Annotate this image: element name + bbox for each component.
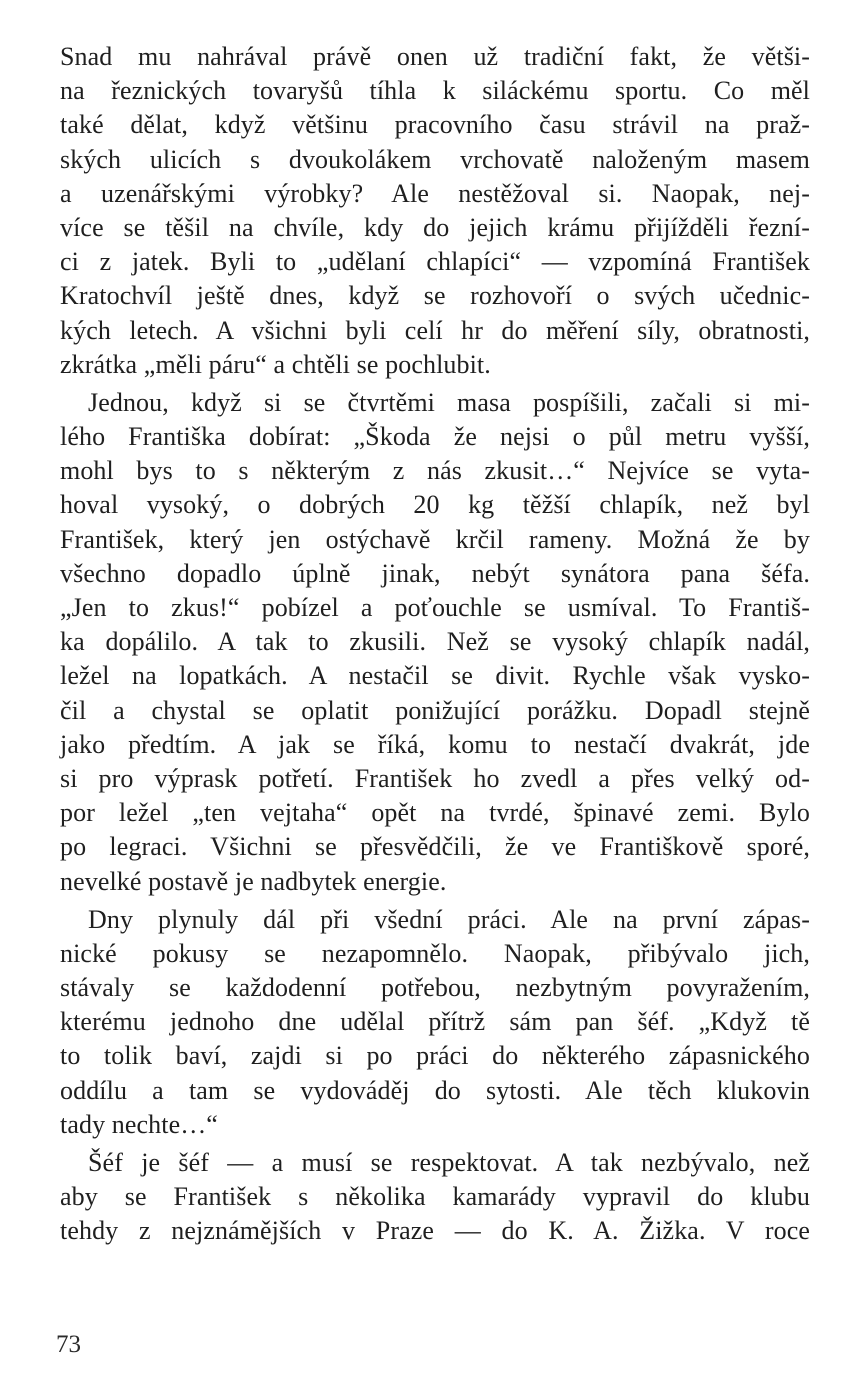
text-line: hoval vysoký, o dobrých 20 kg těžší chlapík, než byl — [60, 490, 810, 520]
text-line: kých letech. A všichni byli celí hr do měření síly, obratnosti, — [60, 315, 810, 345]
page-number: 73 — [56, 1331, 81, 1358]
text-line: a uzenářskými výrobky? Ale nestěžoval si. Naopak, nej- — [60, 178, 810, 208]
text-line: tehdy z nejznámějších v Praze — do K. A. Žižka. V roce — [60, 1216, 810, 1246]
paragraph-3 — [60, 903, 810, 1142]
text-line: si pro výprask potřetí. František ho zvedl a přes velký od- — [60, 763, 810, 793]
text-line: kterému jednoho dne udělal přítrž sám pan šéf. „Když tě — [60, 1007, 810, 1037]
text-line: více se těšil na chvíle, kdy do jejich krámu přijížděli řezní- — [60, 212, 810, 242]
text-line: mohl bys to s některým z nás zkusit…“ Nejvíce se vyta- — [60, 456, 810, 486]
text-line: tady nechte…“ — [60, 1109, 218, 1139]
text-line: lého Františka dobírat: „Škoda že nejsi o půl metru vyšší, — [60, 422, 810, 452]
paragraph-1 — [60, 40, 810, 382]
text-line: ležel na lopatkách. A nestačil se divit. Rychle však vysko- — [60, 661, 810, 691]
text-line: ci z jatek. Byli to „udělaní chlapíci“ — vzpomíná František — [60, 247, 810, 277]
text-line: nické pokusy se nezapomnělo. Naopak, přibývalo jich, — [60, 938, 810, 968]
text-line: „Jen to zkus!“ pobízel a poťouchle se usmíval. To Františ- — [60, 593, 810, 622]
text-line: po legraci. Všichni se přesvědčili, že ve Františkově sporé, — [60, 832, 810, 862]
text-line: to tolik baví, zajdi si po práci do některého zápasnického — [60, 1041, 810, 1071]
text-line: také dělat, když většinu pracovního času strávil na praž- — [60, 110, 810, 140]
text-line: jako předtím. A jak se říká, komu to nestačí dvakrát, jde — [60, 729, 810, 759]
paragraph-4 — [60, 1146, 810, 1249]
text-line: čil a chystal se oplatit ponižující porážku. Dopadl stejně — [60, 695, 810, 725]
text-line: František, který jen ostýchavě krčil rameny. Možná že by — [60, 524, 810, 554]
text-line: aby se František s několika kamarády vypravil do klubu — [60, 1182, 810, 1212]
text-line: Jednou, když si se čtvrtěmi masa pospíšili, začali si mi- — [88, 387, 810, 417]
text-line: všechno dopadlo úplně jinak, nebýt synátora pana šéfa. — [60, 558, 810, 588]
text-line: Šéf je šéf — a musí se respektovat. A tak nezbývalo, než — [88, 1148, 810, 1177]
text-line: zkrátka „měli páru“ a chtěli se pochlubit. — [60, 349, 491, 379]
text-line: Dny plynuly dál při všední práci. Ale na první zápas- — [88, 904, 810, 934]
text-line: na řeznických tovaryšů tíhla k siláckému sportu. Co měl — [60, 76, 810, 106]
text-line: Kratochvíl ještě dnes, když se rozhovoří o svých učednic- — [60, 281, 810, 311]
text-line: ka dopálilo. A tak to zkusili. Než se vysoký chlapík nadál, — [60, 627, 810, 657]
text-line: oddílu a tam se vydováděj do sytosti. Ale těch klukovin — [60, 1075, 810, 1105]
text-line: por ležel „ten vejtaha“ opět na tvrdé, špinavé zemi. Bylo — [60, 798, 810, 828]
paragraph-2 — [60, 386, 810, 899]
text-line: nevelké postavě je nadbytek energie. — [60, 866, 447, 896]
body-text — [60, 40, 810, 1249]
text-line: stávaly se každodenní potřebou, nezbytným povyražením, — [60, 973, 810, 1003]
text-line: Snad mu nahrával právě onen už tradiční fakt, že větši- — [60, 42, 810, 71]
text-line: ských ulicích s dvoukolákem vrchovatě naloženým masem — [60, 144, 810, 174]
